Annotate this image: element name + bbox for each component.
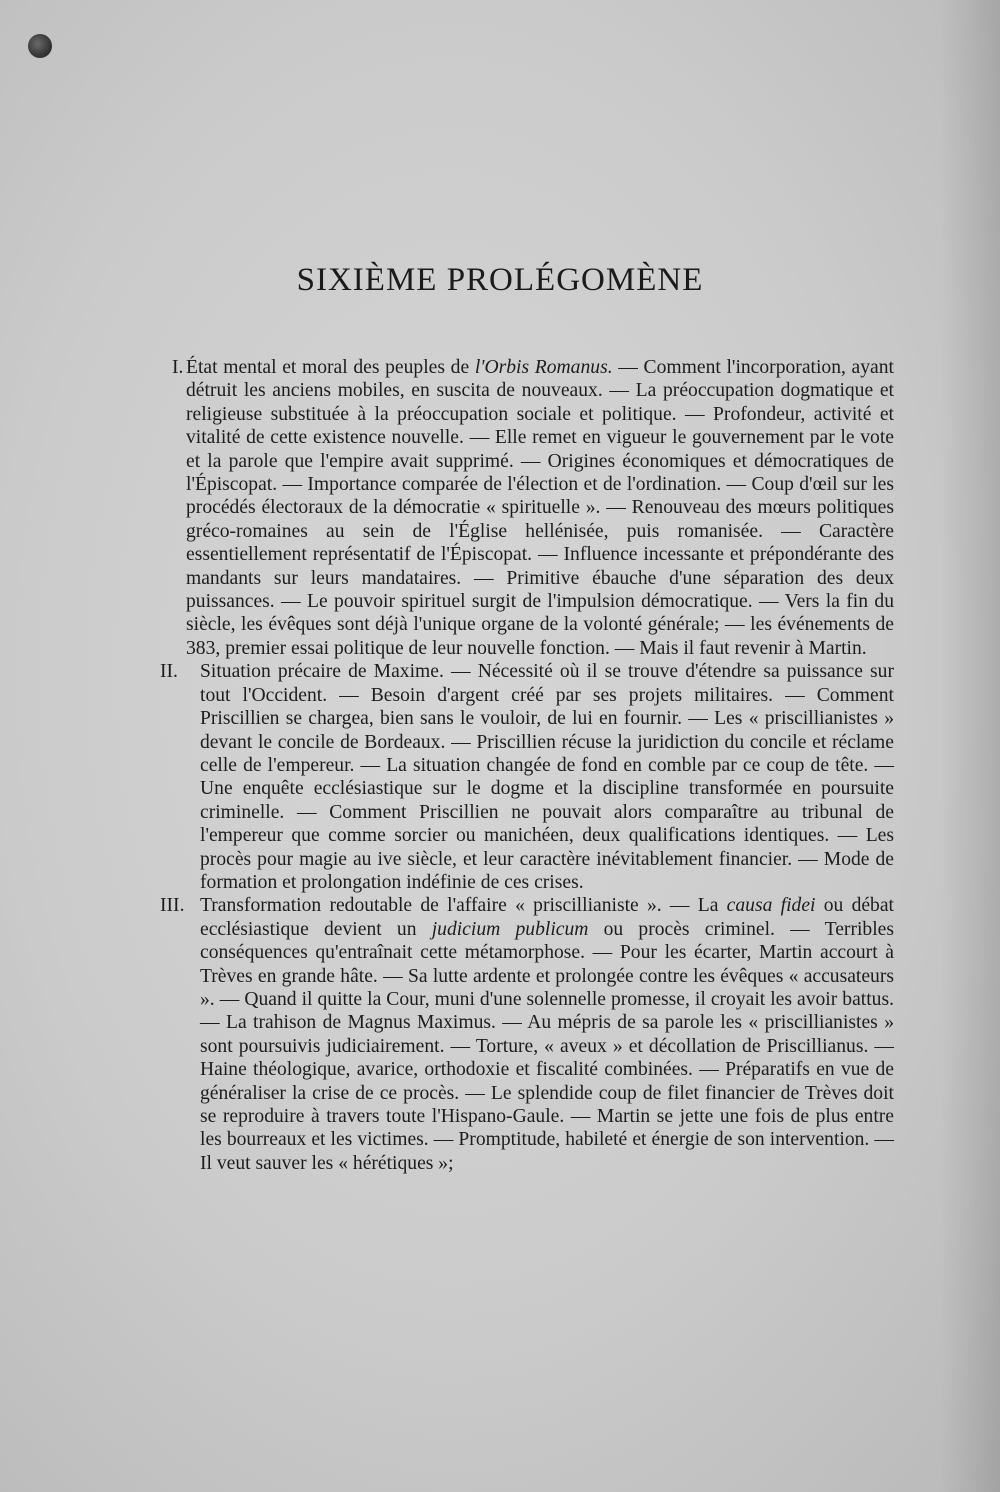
section-1-text-start: État mental et moral des peuples de <box>186 357 470 378</box>
section-1-text-rest: — Comment l'incorporation, ayant détruit les anciens mobiles, en suscita de nouveaux. — La préoccupation dogmatique et religieuse substituée à la préoccupation sociale et politique. — Profondeur, activité et vitalité de cette existence nouvelle. — Elle remet en vigueur le gouvernement par le vote et la parole que l'empire avait supprimé. — Origines économiques et démocratiques de l'Épiscopat. — Importance comparée de l'élection et de l'ordination. — Coup d'œil sur les procédés électoraux de la démocratie « spirituelle ». — Renouveau des mœurs politiques gréco-romaines au sein de l'Église hellénisée, puis romanisée. — Caractère essentiellement représentatif de l'Épiscopat. — Influence incessante et prépondérante des mandants sur leurs mandataires. — Primitive ébauche d'une séparation des deux puissances. — Le pouvoir spirituel surgit de l'impulsion démocratique. — Vers la fin du siècle, les évêques sont déjà l'unique organe de la volonté générale; — les événements de 383, premier essai politique de leur nouvelle fonction. — Mais il faut revenir à Martin. <box>186 357 894 659</box>
section-3-italic-judicium: judicium publicum <box>431 918 589 940</box>
section-2-body: Situation précaire de Maxime. — Nécessité où il se trouve d'étendre sa puissance sur tout l'Occident. — Besoin d'argent créé par ses projets militaires. — Comment Priscillien se chargea, bien sans le vouloir, de lui en fournir. — Les « priscillianistes » devant le concile de Bordeaux. — Priscillien récuse la juridiction du concile et réclame celle de l'empereur. — La situation changée de fond en comble par ce coup de tête. — Une enquête ecclésiastique sur le dogme et la discipline transformée en poursuite criminelle. — Comment Priscillien ne pouvait alors comparaître au tribunal de l'empereur que comme sorcier ou manichéen, deux qualifications identiques. — Les procès pour magie au ive siècle, et leur caractère inévitablement financier. — Mode de formation et prolongation indéfinie de ces crises. <box>200 661 894 893</box>
section-1-number: I. <box>172 357 184 378</box>
page-title: SIXIÈME PROLÉGOMÈNE <box>296 262 704 298</box>
section-2 <box>160 660 894 894</box>
section-1-italic-term: l'Orbis Romanus. <box>474 357 613 378</box>
binding-hole-mark <box>28 34 52 58</box>
section-2-number: II. <box>160 661 178 683</box>
summary-sections <box>160 356 894 1175</box>
section-3-number: III. <box>160 895 185 917</box>
section-3-italic-causa-fidei: causa fidei <box>726 895 816 917</box>
section-3-text-mid: ou débat ecclésiastique devient un <box>200 895 894 940</box>
section-1-body <box>186 356 894 660</box>
section-3-text-rest: ou procès criminel. — Terribles conséquences qu'entraînait cette métamorphose. — Pour les écarter, Martin accourt à Trèves en grande hâte. — Sa lutte ardente et prolongée contre les évêques « accusateurs ». — Quand il quitte la Cour, muni d'une solennelle promesse, il croyait les avoir battus. — La trahison de Magnus Maximus. — Au mépris de sa parole les « priscillianistes » sont poursuivis judiciairement. — Torture, « aveux » et décollation de Priscillianus. — Haine théologique, avarice, orthodoxie et fiscalité combinées. — Préparatifs en vue de généraliser la crise de ce procès. — Le splendide coup de filet financier de Trèves doit se reproduire à travers toute l'Hispano-Gaule. — Martin se jette une fois de plus entre les bourreaux et les victimes. — Promptitude, habileté et énergie de son intervention. — Il veut sauver les « hérétiques »; <box>200 918 894 1174</box>
section-3-body <box>200 894 894 1175</box>
section-3 <box>160 894 894 1175</box>
page-edge-shadow <box>940 0 1000 1492</box>
section-3-text-start: Transformation redoutable de l'affaire « priscillianiste ». — La <box>200 895 719 917</box>
section-1 <box>160 356 894 660</box>
